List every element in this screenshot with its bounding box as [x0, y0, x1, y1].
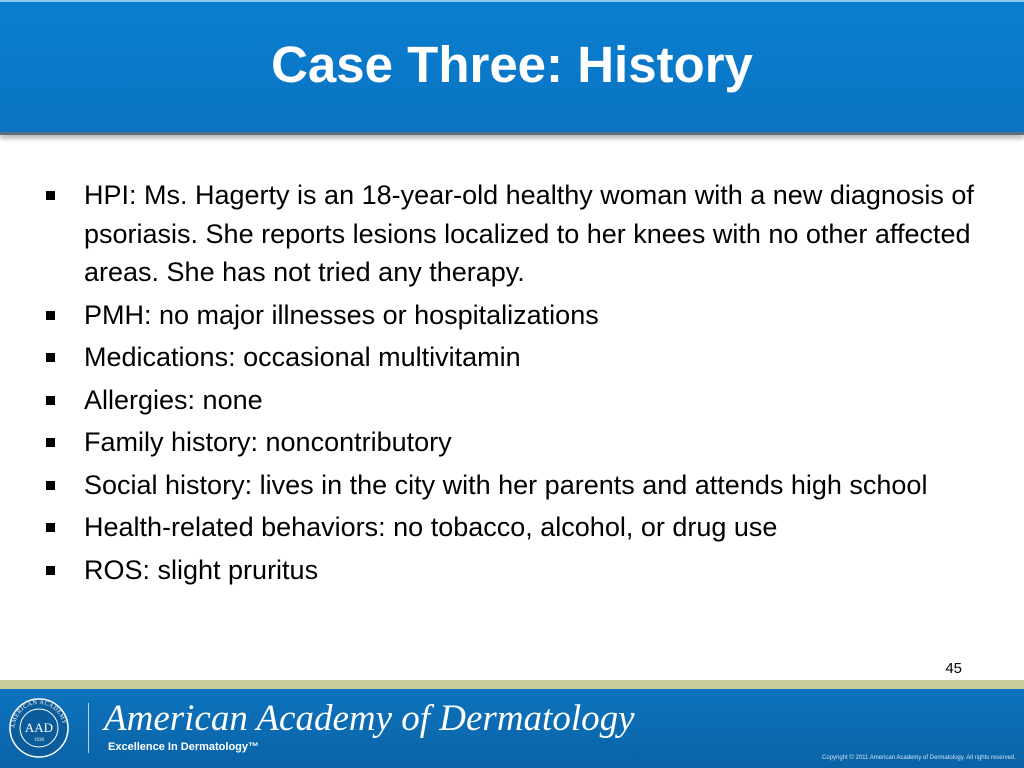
square-bullet-icon: [46, 311, 55, 320]
svg-text:AAD: AAD: [24, 720, 54, 735]
copyright-text: Copyright © 2011 American Academy of Dermatology. All rights reserved.: [822, 755, 1016, 761]
org-name: American Academy of Dermatology: [104, 698, 635, 739]
bullet-text: HPI: Ms. Hagerty is an 18-year-old healthy woman with a new diagnosis of psoriasis. She reports lesions localized to her knees with no other affected areas. She has not tried any therapy.: [84, 180, 974, 287]
slide-number: 45: [945, 660, 962, 677]
bullet-text: Social history: lives in the city with her parents and attends high school: [84, 469, 928, 500]
square-bullet-icon: [46, 523, 55, 532]
bullet-text: Medications: occasional multivitamin: [84, 342, 521, 372]
square-bullet-icon: [46, 481, 55, 490]
title-bar: [0, 0, 1024, 135]
svg-text:AMERICAN ACADEMY: AMERICAN ACADEMY: [10, 699, 67, 729]
list-item: [44, 176, 994, 292]
bullet-text: Family history: noncontributory: [84, 427, 452, 457]
list-item: [44, 381, 994, 420]
slide-title: Case Three: History: [271, 36, 753, 93]
bullet-text: Allergies: none: [84, 384, 263, 415]
square-bullet-icon: [46, 396, 55, 405]
footer-divider: [88, 703, 89, 753]
bullet-text: Health-related behaviors: no tobacco, alcohol, or drug use: [84, 512, 778, 542]
square-bullet-icon: [46, 353, 55, 362]
list-item: [44, 423, 994, 462]
list-item: [44, 338, 994, 377]
square-bullet-icon: [46, 191, 55, 200]
bullet-list: [44, 176, 994, 593]
aad-seal-logo: [8, 697, 70, 759]
list-item: [44, 508, 994, 547]
square-bullet-icon: [46, 438, 55, 447]
bullet-text: ROS: slight pruritus: [84, 554, 319, 585]
list-item: [44, 551, 994, 590]
footer-bar: [0, 689, 1024, 768]
org-tagline: Excellence In Dermatology™: [108, 741, 259, 753]
svg-text:1938: 1938: [34, 738, 44, 743]
list-item: [44, 466, 994, 505]
list-item: [44, 296, 994, 335]
bullet-text: PMH: no major illnesses or hospitalizations: [84, 299, 599, 330]
footer-stripe: [0, 680, 1024, 689]
square-bullet-icon: [46, 566, 55, 575]
